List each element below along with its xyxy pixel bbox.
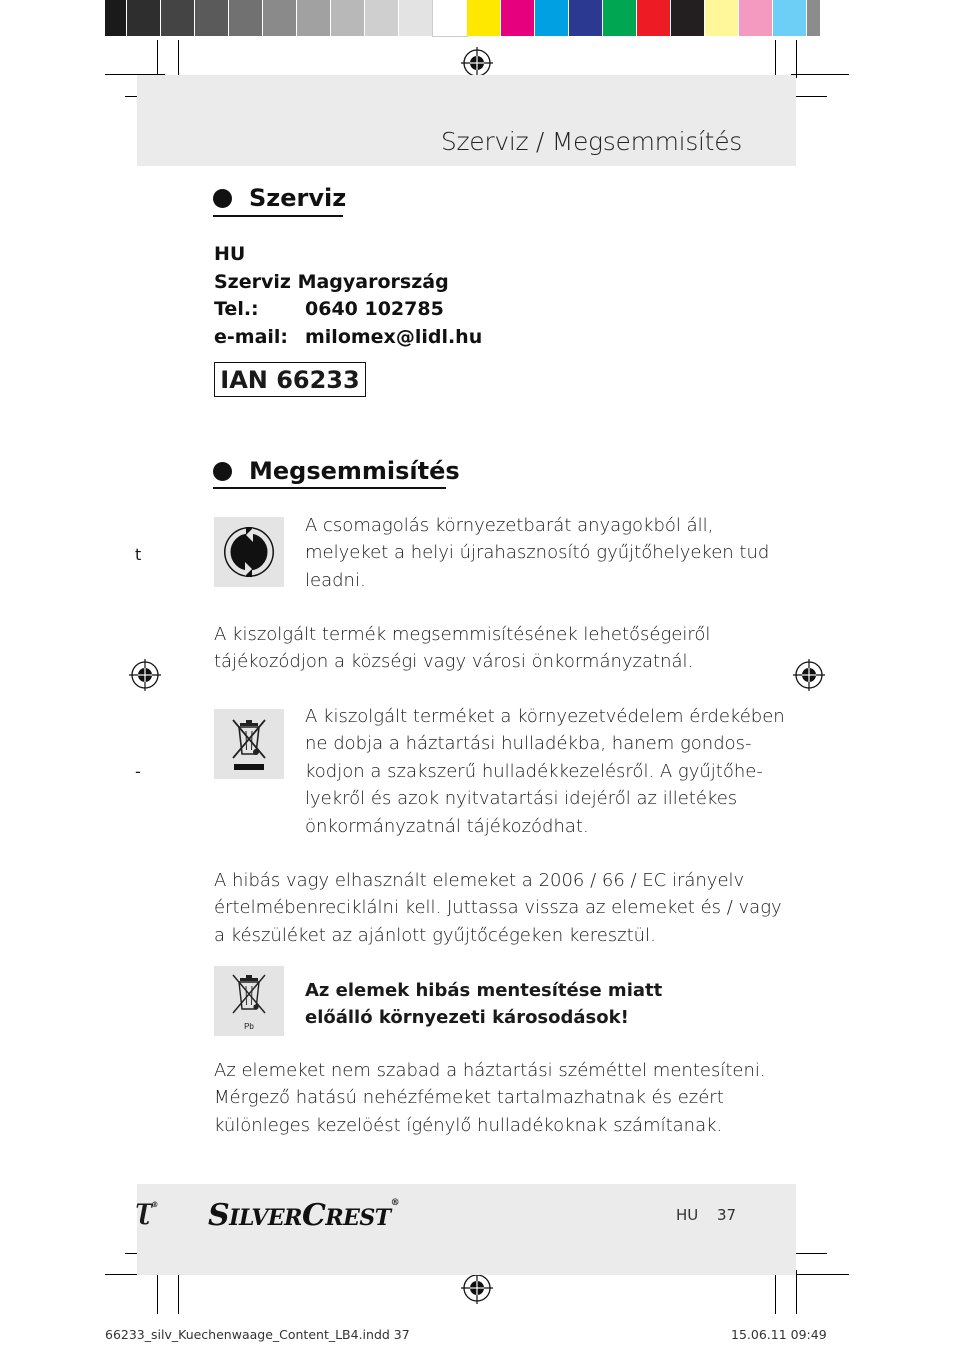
email-row xyxy=(214,324,482,352)
page-header xyxy=(137,75,796,166)
phone-row xyxy=(214,296,482,324)
color-swatch xyxy=(297,0,331,36)
crossed-bin-icon xyxy=(227,714,271,774)
text-line: előálló környezeti károsodások! xyxy=(305,1007,629,1029)
crop-mark xyxy=(178,40,179,78)
crop-mark xyxy=(796,40,797,78)
crop-mark xyxy=(791,1274,849,1275)
text-line: különleges kezelöést ígénylő hulladékoknak számítanak. xyxy=(214,1114,723,1136)
bullet-icon xyxy=(213,462,232,481)
color-swatch xyxy=(195,0,229,36)
phone-number: 0640 102785 xyxy=(305,298,444,320)
color-swatch xyxy=(671,0,705,36)
language-code: HU xyxy=(676,1206,699,1224)
text-line: A kiszolgált termék megsemmisítésének lehetőségeiről xyxy=(214,624,711,645)
text-line: Az elemeket nem szabad a háztartási széméttel mentesíteni. xyxy=(214,1060,766,1081)
packaging-text xyxy=(305,512,769,594)
color-swatch xyxy=(433,0,467,36)
color-swatch xyxy=(399,0,433,36)
color-swatch xyxy=(127,0,161,36)
section-heading-service xyxy=(213,184,346,212)
color-swatch xyxy=(569,0,603,36)
battery-text xyxy=(214,867,782,949)
bullet-icon xyxy=(213,189,232,208)
text-line: lyekről és azok nyitvatartási idejéről az illetékes xyxy=(305,788,738,810)
green-dot-recycling-icon xyxy=(222,525,276,579)
text-line: melyeket a helyi újrahasznosító gyűjtőhelyeken tud xyxy=(305,542,770,564)
color-swatch xyxy=(773,0,807,36)
country: HU xyxy=(214,243,246,265)
text-line: tájékozódjon a községi vagy városi önkormányzatnál. xyxy=(214,651,694,673)
section-title: Megsemmisítés xyxy=(249,457,460,485)
registration-mark-icon xyxy=(460,1271,494,1305)
weee-text xyxy=(305,703,785,840)
registration-mark-icon xyxy=(792,658,826,692)
crop-mark xyxy=(157,1270,158,1314)
crop-mark xyxy=(775,40,776,78)
registration-mark-icon xyxy=(128,658,162,692)
text-line: Mérgező hatású nehézfémeket tartalmazhatnak és ezért xyxy=(214,1087,724,1109)
color-swatch xyxy=(807,0,821,36)
text-line: leadni. xyxy=(305,569,366,591)
color-swatch xyxy=(365,0,399,36)
text-line: önkormányzatnál tájékozódhat. xyxy=(305,815,589,837)
color-swatch xyxy=(501,0,535,36)
color-swatch xyxy=(105,0,127,36)
crop-mark xyxy=(796,1270,797,1314)
color-calibration-bar xyxy=(105,0,821,36)
text-line: értelmébenreciklálni kell. Juttassa vissza az elemeket és / vagy xyxy=(214,897,782,919)
heading-underline xyxy=(213,215,343,217)
page-number: 37 xyxy=(717,1206,737,1224)
color-swatch xyxy=(229,0,263,36)
slug-filename: 66233_silv_Kuechenwaage_Content_LB4.indd 37 xyxy=(105,1327,410,1342)
color-swatch xyxy=(603,0,637,36)
toxic-text xyxy=(214,1057,766,1139)
page-title: Szerviz / Megsemmisítés xyxy=(440,127,742,156)
municipal-text xyxy=(214,621,710,676)
text-line: Az elemek hibás mentesítése miatt xyxy=(305,980,663,1001)
phone-label: Tel.: xyxy=(214,298,259,320)
text-line: kodjon a szakszerű hulladékkezelésről. A gyűjtőhe- xyxy=(305,760,763,782)
margin-mark: - xyxy=(135,762,141,781)
text-line: a készüléket az ajánlott gyűjtőcégeken keresztül. xyxy=(214,924,656,946)
email-label: e-mail: xyxy=(214,325,289,348)
warning-text xyxy=(305,977,662,1032)
slug-timestamp: 15.06.11 09:49 xyxy=(731,1327,827,1342)
text-line: A hibás vagy elhasznált elemeket a 2006 / 66 / EC irányelv xyxy=(214,870,745,891)
color-swatch xyxy=(331,0,365,36)
color-swatch xyxy=(739,0,773,36)
email-address: milomex@lidl.hu xyxy=(305,325,483,348)
crop-mark xyxy=(791,96,827,97)
text-line: A kiszolgált terméket a környezetvédelem érdekében xyxy=(305,706,785,727)
color-swatch xyxy=(637,0,671,36)
weee-icon-box xyxy=(214,709,284,779)
company: Szerviz Magyarország xyxy=(214,270,449,293)
battery-weee-icon-box xyxy=(214,966,284,1036)
color-swatch xyxy=(705,0,739,36)
page-footer xyxy=(137,1184,796,1275)
color-swatch xyxy=(161,0,195,36)
pb-label: Pb xyxy=(244,1022,254,1031)
service-contact xyxy=(214,241,482,351)
silvercrest-logo: SILVERCREST® xyxy=(208,1198,400,1233)
crop-mark xyxy=(157,40,158,78)
text-line: A csomagolás környezetbarát anyagokból áll, xyxy=(305,515,714,536)
ian-number: IAN 66233 xyxy=(214,362,366,397)
crossed-bin-pb-icon xyxy=(225,969,273,1033)
crop-mark xyxy=(178,1270,179,1314)
crop-mark xyxy=(791,1253,827,1254)
section-heading-disposal xyxy=(213,457,460,485)
heading-underline xyxy=(213,487,446,489)
section-title: Szerviz xyxy=(249,184,347,212)
partial-logo: Ʈ® xyxy=(135,1200,159,1226)
margin-mark: t xyxy=(135,545,142,564)
text-line: ne dobja a háztartási hulladékba, hanem gondos- xyxy=(305,733,752,755)
color-swatch xyxy=(467,0,501,36)
green-dot-icon-box xyxy=(214,517,284,587)
crop-mark xyxy=(791,74,849,75)
color-swatch xyxy=(535,0,569,36)
crop-mark xyxy=(775,1270,776,1314)
color-swatch xyxy=(263,0,297,36)
